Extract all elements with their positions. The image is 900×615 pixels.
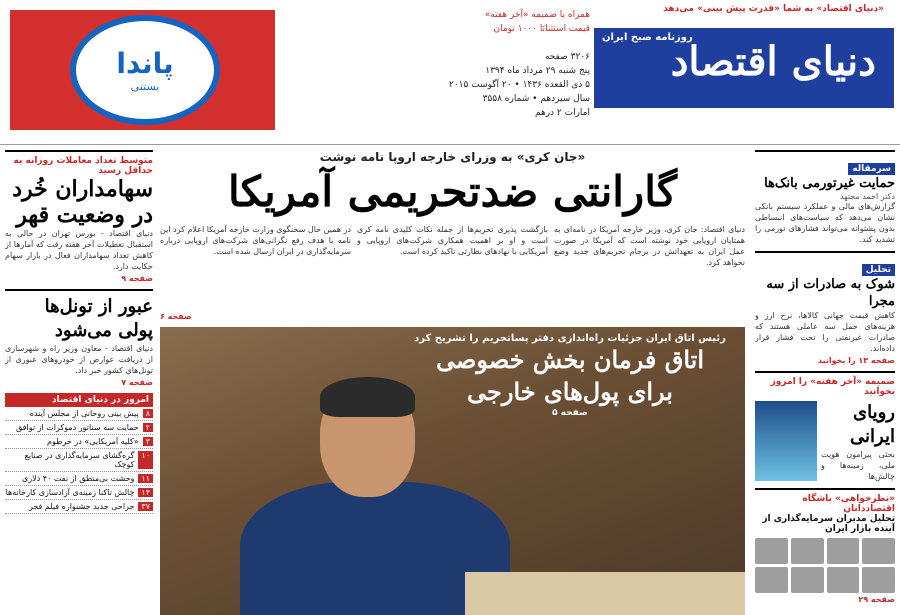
list-item[interactable]	[5, 486, 153, 500]
list-item[interactable]	[5, 500, 153, 514]
supplement-tag: ضمیمه «آخر هفته» را امروز بخوانید	[770, 377, 895, 397]
face-photo	[791, 567, 824, 593]
list-num: ۸	[143, 409, 153, 418]
left-column	[5, 150, 153, 610]
face-photo	[862, 567, 895, 593]
top-ad-banner[interactable]	[10, 10, 275, 130]
photo-page-ref: صفحه ۵	[552, 408, 588, 418]
panda-logo	[70, 15, 220, 125]
story-headline: سهامداران خُرد در وضعیت قهر	[12, 176, 153, 228]
list-item[interactable]	[5, 407, 153, 421]
center-column	[160, 150, 745, 610]
section-tag: سرمقاله	[848, 163, 895, 175]
face-photo	[755, 567, 788, 593]
date-other: ۵ ذی القعده ۱۴۳۶ • ۲۰ آگوست ۲۰۱۵	[449, 80, 590, 90]
photo-caption	[405, 333, 735, 418]
story-body: دنیای اقتصاد - معاون وزیر راه و شهرسازی از دریافت عوارض از خودروهای عبوری از تونل‌های کشور خبر داد.	[5, 344, 153, 375]
supplement[interactable]	[755, 371, 895, 482]
list-text: جراحی جدید جشنواره فیلم فجر	[28, 502, 135, 511]
ad-slogan: بستنی	[130, 80, 160, 93]
issue-number: ۳۲۰۶ صفحه	[544, 52, 590, 62]
lead-headline[interactable]: گارانتی ضدتحریمی آمریکا	[227, 167, 678, 216]
supplement-body	[755, 401, 895, 482]
page-ref: صفحه ۷	[121, 378, 153, 387]
lead-kicker: «جان کری» به وزرای خارجه اروپا نامه نوشت	[319, 150, 586, 164]
year-issue: سال سیزدهم • شماره ۳۵۵۸	[482, 94, 590, 104]
page-ref: صفحه ۱۳ را بخوانید	[818, 356, 895, 365]
page-ref: صفحه ۹	[121, 274, 153, 283]
face-photo	[827, 538, 860, 564]
photo-headline-2: برای پول‌های خارجی	[467, 377, 673, 406]
brand-block	[594, 4, 894, 140]
lead-col: در همین حال سخنگوی وزارت خارجه آمریکا اعلام کرد این نامه با هدف رفع نگرانی‌های شرکت‌های اروپایی درباره سرمایه‌گذاری در ایران ارسال شده است.	[160, 225, 351, 256]
photo-kicker: رئیس اتاق ایران جزئیات راه‌اندازی دفتر پساتحریم را تشریح کرد	[414, 333, 726, 344]
ad-brand: پاندا	[116, 47, 174, 80]
lead-photo[interactable]	[160, 327, 745, 615]
newspaper-title: دنیای اقتصاد	[670, 38, 876, 85]
supplement-headline: رویای ایرانی	[850, 402, 895, 447]
story-headline: عبور از تونل‌ها پولی می‌شود	[44, 296, 153, 341]
masthead	[0, 0, 900, 145]
list-text: حمایت سه سناتور دموکرات از توافق	[16, 423, 139, 432]
newspaper-subtitle: روزنامه صبح ایران	[602, 32, 693, 43]
face-photo	[827, 567, 860, 593]
lead-col: دنیای اقتصاد: جان کری، وزیر خارجه آمریکا در نامه‌ای به همتایان اروپایی خود نوشته است که آمریکا در صورت عمل ایران به تعهداتش در برجام تحریم‌های جدید وضع نخواهد کرد.	[554, 225, 745, 267]
today-list	[5, 393, 153, 514]
section-tag: تحلیل	[862, 264, 895, 276]
analysis-body: کاهش قیمت جهانی کالاها، نرخ ارز و هزینه‌های حمل سه عاملی هستند که صادرات غیرنفتی را تحت فشار قرار داده‌اند.	[755, 311, 895, 353]
poll-tag: «نظرخواهی» باشگاه اقتصاددانان	[802, 494, 895, 514]
lead-col: بازگشت پذیری تحریم‌ها از جمله نکات کلیدی نامه کری است و او بر اهمیت همکاری شرکت‌های اروپایی و آمریکایی با نهادهای نظارتی تاکید کرده است.	[357, 225, 548, 256]
face-photo	[862, 538, 895, 564]
supplement-desc: بحثی پیرامون هویت ملی، زمینه‌ها و چالش‌ها	[821, 450, 895, 481]
list-text: گره‌گشای سرمایه‌گذاری در صنایع کوچک	[24, 451, 135, 469]
region-price: امارات ۲ درهم	[534, 108, 590, 118]
list-text: وحشت بی‌منطق از نفت ۴۰ دلاری	[22, 474, 135, 483]
list-text: پیش بینی روحانی از مجلس آینده	[29, 409, 139, 418]
list-text: «کلیه آمریکایی» در خرطوم	[46, 437, 139, 446]
hair-shape	[320, 377, 415, 417]
magazine-cover	[755, 401, 817, 481]
title-bar	[594, 28, 894, 108]
list-text: چالش تاکنا زمینه‌ی آزادسازی کارخانه‌ها	[5, 488, 135, 497]
left-story-1[interactable]	[5, 150, 153, 283]
editorial-headline: حمایت غیرتورمی بانک‌ها	[764, 176, 895, 191]
lead-page-ref: صفحه ۶	[160, 312, 192, 321]
analysis[interactable]	[755, 251, 895, 365]
editorial-author: دکتر احمد مجتهد	[839, 192, 895, 201]
today-list-head: امروز در دنیای اقتصاد	[5, 393, 153, 407]
issue-info	[430, 8, 590, 120]
page-ref: صفحه ۲۹	[858, 595, 895, 604]
price: قیمت استثنائا ۱۰۰۰ تومان	[493, 24, 590, 34]
editorial-body: گزارش‌های مالی و عملکرد سیستم بانکی نشان می‌دهد که سیاست‌های انبساطی بدون پشتوانه می‌تواند فشارهای تورمی را تشدید کند.	[755, 202, 895, 244]
masthead-tagline: «دنیای اقتصاد» به شما «قدرت پیش بینی» می‌دهد	[663, 4, 884, 14]
list-item[interactable]	[5, 435, 153, 449]
list-item[interactable]	[5, 472, 153, 486]
list-item[interactable]	[5, 421, 153, 435]
price-note: همراه با ضمیمه «آخر هفته»	[484, 10, 590, 20]
right-column	[755, 150, 895, 610]
date-persian: پنج شنبه ۲۹ مرداد ماه ۱۳۹۴	[485, 66, 590, 76]
lead-body	[160, 224, 745, 310]
poll-headline: تحلیل مدیران سرمایه‌گذاری از آینده بازار ایران	[762, 514, 895, 534]
left-story-2[interactable]	[5, 289, 153, 387]
list-num: ۳۷	[138, 502, 153, 511]
face-photo	[791, 538, 824, 564]
story-body: دنیای اقتصاد - بورس تهران در حالی به استقبال تعطیلات آخر هفته رفت که آمارها از کاهش تعداد سهامداران فعال در بازار سهام حکایت دارد.	[5, 229, 153, 271]
desk-shape	[465, 572, 745, 615]
story-kicker: متوسط تعداد معاملات روزانه به حداقل رسید	[13, 156, 153, 176]
analysis-headline: شوک به صادرات از سه مجرا	[766, 277, 895, 309]
editorial[interactable]	[755, 150, 895, 245]
list-num: ۲	[143, 423, 153, 432]
list-item[interactable]	[5, 449, 153, 472]
face-photo	[755, 538, 788, 564]
list-num: ۱۱	[138, 474, 153, 483]
faces-grid	[755, 538, 895, 593]
list-num: ۱۰	[138, 451, 153, 469]
poll[interactable]	[755, 488, 895, 604]
supplement-text	[821, 401, 895, 482]
photo-headline-1: اتاق فرمان بخش خصوصی	[435, 345, 705, 374]
list-num: ۱۴	[138, 488, 153, 497]
list-num: ۳	[143, 437, 153, 446]
